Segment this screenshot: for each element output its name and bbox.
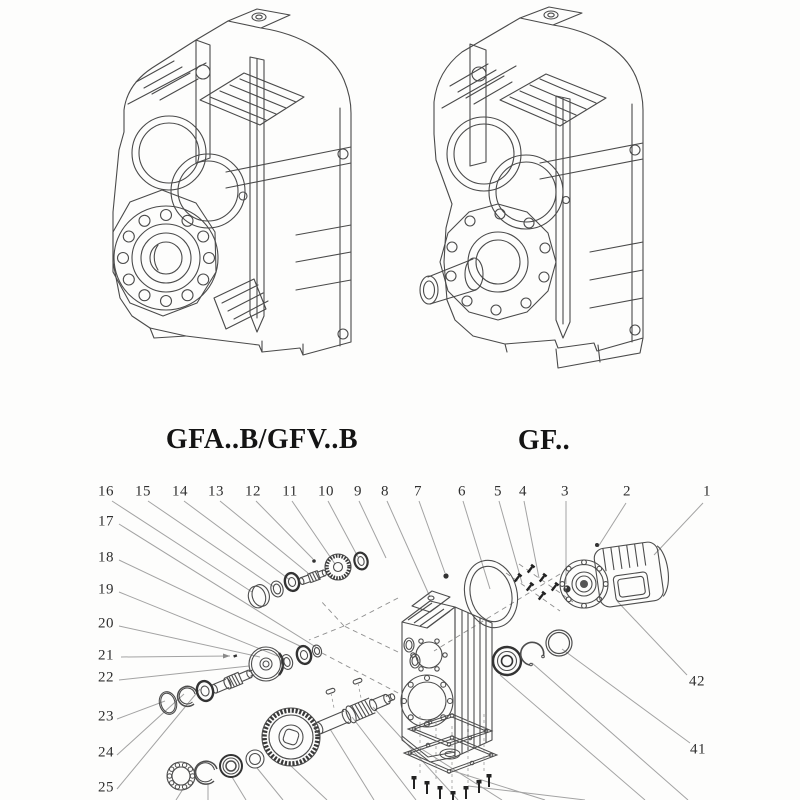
callout-12: 12: [245, 483, 261, 500]
callout-41: 41: [690, 741, 706, 758]
callout-23: 23: [98, 708, 114, 725]
callout-21: 21: [98, 647, 114, 664]
gaskets-and-bolts-drawing: [404, 714, 497, 800]
callout-22: 22: [98, 669, 114, 686]
callout-4: 4: [519, 483, 527, 500]
callout-8: 8: [381, 483, 389, 500]
callout-10: 10: [318, 483, 334, 500]
callout-20: 20: [98, 615, 114, 632]
housing-drawing: [401, 591, 492, 762]
callout-25: 25: [98, 779, 114, 796]
callout-6: 6: [458, 483, 466, 500]
callout-15: 15: [135, 483, 151, 500]
figure-gf-drawing: [420, 7, 643, 368]
foundation-bolts: [412, 774, 492, 800]
flange-bolt-ring: [446, 209, 550, 315]
callout-7: 7: [414, 483, 422, 500]
figure-label-gf: GF..: [517, 425, 571, 456]
callout-11: 11: [282, 483, 298, 500]
callout-19: 19: [98, 581, 114, 598]
figure-gfa-gfv-drawing: [113, 9, 351, 355]
callout-13: 13: [208, 483, 224, 500]
figure-label-gfa-gfv: GFA..B/GFV..B: [165, 424, 359, 455]
projection-dashed-lines: [309, 564, 573, 694]
leader-lines: [112, 501, 703, 800]
motor-drawing: [560, 540, 672, 608]
callout-42: 42: [689, 673, 705, 690]
callout-17: 17: [98, 513, 114, 530]
output-bearing-rings-drawing: [493, 630, 572, 675]
callout-2: 2: [623, 483, 631, 500]
callout-1: 1: [703, 483, 711, 500]
callout-3: 3: [561, 483, 569, 500]
callout-18: 18: [98, 549, 114, 566]
callout-5: 5: [494, 483, 502, 500]
callout-9: 9: [354, 483, 362, 500]
callout-14: 14: [172, 483, 188, 500]
callout-16: 16: [98, 483, 114, 500]
callout-24: 24: [98, 744, 114, 761]
output-shaft-assembly-drawing: [167, 678, 398, 790]
